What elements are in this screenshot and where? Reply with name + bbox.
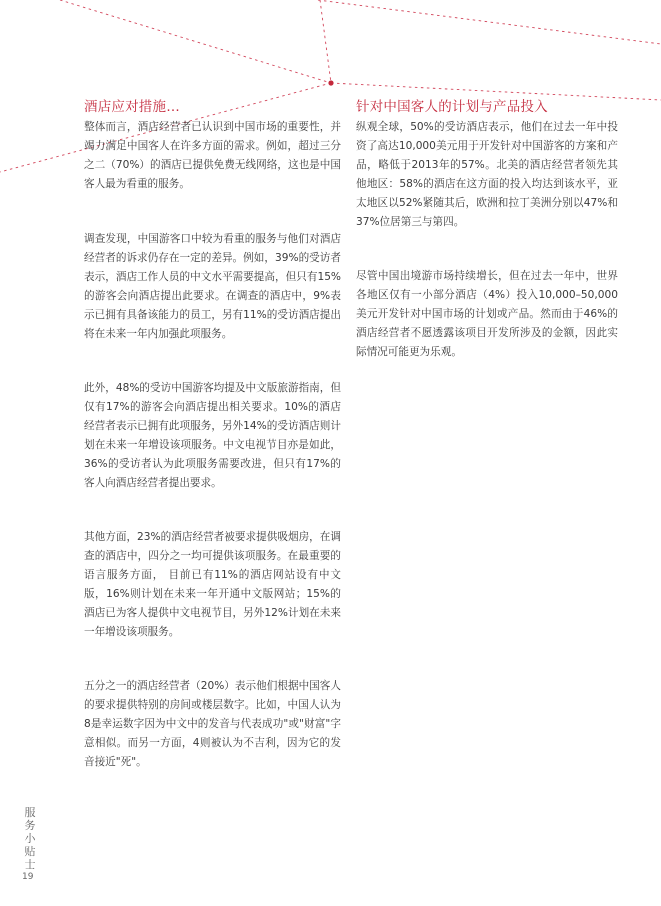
paragraph-left-2: 调查发现，中国游客口中较为看重的服务与他们对酒店经营者的诉求仍存在一定的差异。例如，39%的受访者表示，酒店工作人员的中文水平需要提高，但只有15%的游客会向酒店提出此要求。在调查的酒店中，9%表示已拥有具备该能力的员工，另有11%的受访酒店提出将在未来一年内加强此项服务。 bbox=[84, 233, 341, 340]
page-number: 19 bbox=[22, 872, 34, 882]
dashed-line-top-left bbox=[60, 0, 331, 83]
dashed-line-top-right bbox=[318, 0, 661, 44]
paragraph-left-3: 此外，48%的受访中国游客均提及中文版旅游指南，但仅有17%的游客会向酒店提出相关要求。10%的酒店经营者表示已拥有此项服务，另外14%的受访酒店则计划在未来一年增设该项服务。中文电视节目亦是如此，36%的受访者认为此项服务需要改进，但只有17%的客人向酒店经营者提出要求。 bbox=[84, 382, 341, 489]
paragraph-left-1: 整体而言，酒店经营者已认识到中国市场的重要性，并竭力满足中国客人在许多方面的需求。例如，超过三分之二（70%）的酒店已提供免费无线网络，这也是中国客人最为看重的服务。 bbox=[84, 121, 341, 190]
dashed-line-top bbox=[320, 0, 331, 83]
heading-plans-investment: 针对中国客人的计划与产品投入 bbox=[356, 99, 548, 115]
heading-hotel-response: 酒店应对措施… bbox=[84, 99, 180, 115]
junction-dot bbox=[328, 80, 333, 85]
paragraph-right-1: 纵观全球，50%的受访酒店表示，他们在过去一年中投资了高达10,000美元用于开发针对中国游客的方案和产品，略低于2013年的57%。北美的酒店经营者领先其他地区：58%的酒店在这方面的投入均达到该水平，亚太地区以52%紧随其后，欧洲和拉丁美洲分别以47%和37%位居第三与第四。 bbox=[356, 121, 618, 228]
paragraph-left-4: 其他方面，23%的酒店经营者被要求提供吸烟房，在调查的酒店中，四分之一均可提供该项服务。在最重要的语言服务方面， 目前已有11%的酒店网站设有中文版，16%则计划在未来一年开通中文版网站；15%的酒店已为客人提供中文电视节目，另外12%计划在未来一年增设该项服务。 bbox=[84, 531, 341, 638]
paragraph-right-2: 尽管中国出境游市场持续增长，但在过去一年中，世界各地区仅有一小部分酒店（4%）投入10,000–50,000美元开发针对中国市场的计划或产品。然而由于46%的酒店经营者不愿透露该项目开发所涉及的金额，因此实际情况可能更为乐观。 bbox=[356, 270, 618, 358]
paragraph-left-5: 五分之一的酒店经营者（20%）表示他们根据中国客人的要求提供特别的房间或楼层数字。比如，中国人认为8是幸运数字因为中文中的发音与代表成功"或"财富"字意相似。而另一方面，4则被认为不吉利，因为它的发音接近"死"。 bbox=[84, 680, 341, 768]
section-side-label: 服务小贴士 bbox=[24, 806, 36, 871]
